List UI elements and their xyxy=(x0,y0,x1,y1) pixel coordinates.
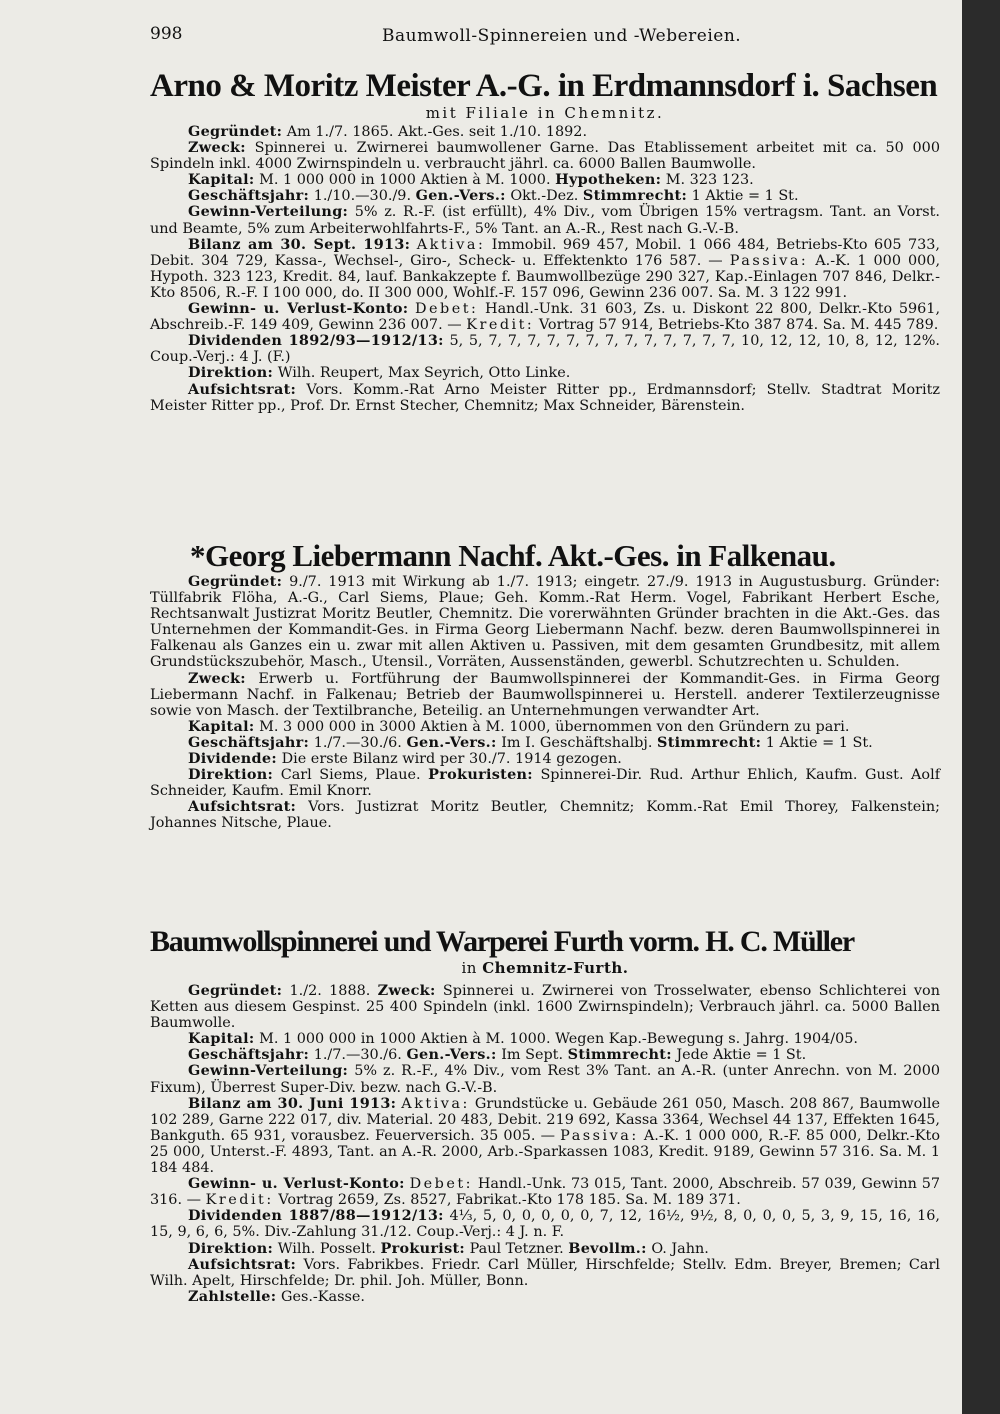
paying-agent-paragraph: Zahlstelle: Ges.-Kasse. xyxy=(188,1287,365,1305)
entry-meister xyxy=(150,124,940,414)
capital-paragraph: Kapital: M. 1 000 000 in 1000 Aktien à M. 1000. Wegen Kap.-Bewegung s. Jahrg. 1904/05. xyxy=(188,1030,858,1048)
supervisory-board-paragraph: Aufsichtsrat: Vors. Komm.-Rat Arno Meister Ritter pp., Erdmannsdorf; Stellv. Stadtrat Moritz Meister Ritter pp., Prof. Dr. Ernst Stecher, Chemnitz; Max Schneider, Bärenstein. xyxy=(150,380,940,414)
founded-paragraph: Gegründet: 1./2. 1888. Zweck: Spinnerei u. Zwirnerei von Trosselwater, ebenso Schlichterei von Ketten aus diesem Gespinst. 25 400 Spindeln (inkl. 1600 Zwirnspindeln); Verbrauch jährl. ca. 5000 Ballen Baumwolle. xyxy=(150,982,940,1032)
founded-paragraph: Gegründet: 9./7. 1913 mit Wirkung ab 1./7. 1913; eingetr. 27./9. 1913 in Augustusburg. Gründer: Tüllfabrik Flöha, A.-G., Carl Siems, Plaue; Geh. Komm.-Rat Herm. Vogel, Fabrikant Herbert Esche, Rechtsanwalt Justizrat Moritz Beutler, Chemnitz. Die vorerwähnten Gründer brachten in die Akt.-Ges. das Unternehmen der Kommandit-Ges. in Firma Georg Liebermann Nachf. bezw. deren Baumwollspinnerei in Falkenau als Ganzes ein u. zwar mit allen Aktiven u. Passiven, mit dem gesamten Grundbesitz, mit allem Grundstückszubehör, Masch., Utensil., Vorräten, Aussenständen, gewerbl. Schutzrechten u. Schulden. xyxy=(150,573,940,671)
profit-distribution-paragraph: Gewinn-Verteilung: 5% z. R.-F. (ist erfüllt), 4% Div., vom Übrigen 15% vertragsm. Tant. an Vorst. und Beamte, 5% zum Arbeiterwohlfahrts-F., 5% Tant. an A.-R., Rest nach G.-V.-B. xyxy=(150,203,940,237)
purpose-paragraph: Zweck: Erwerb u. Fortführung der Baumwollspinnerei der Kommandit-Ges. in Firma Georg Liebermann Nachf. in Falkenau; Betrieb der Baumwollspinnerei u. Herstell. anderer Textilerzeugnisse sowie von Masch. der Textilbranche, Beteilig. an Unternehmungen verwandter Art. xyxy=(150,669,941,719)
profit-distribution-paragraph: Gewinn-Verteilung: 5% z. R.-F., 4% Div., vom Rest 3% Tant. an A.-R. (unter Anrechn. von M. 2000 Fixum), Überrest Super-Div. bezw. nach G.-V.-B. xyxy=(150,1062,941,1096)
company-subtitle-furth: in Chemnitz-Furth. xyxy=(461,959,629,977)
board-paragraph: Direktion: Carl Siems, Plaue. Prokuristen: Spinnerei-Dir. Rud. Arthur Ehlich, Kaufm. Gust. Aolf Schneider, Kaufm. Emil Knorr. xyxy=(150,766,941,800)
fiscal-year-paragraph: Geschäftsjahr: 1./7.—30./6. Gen.-Vers.: Im I. Geschäftshalbj. Stimmrecht: 1 Aktie = 1 St. xyxy=(188,733,873,751)
fiscal-year-paragraph: Geschäftsjahr: 1./10.—30./9. Gen.-Vers.: Okt.-Dez. Stimmrecht: 1 Aktie = 1 St. xyxy=(188,187,799,205)
dividends-paragraph: Dividenden 1887/88—1912/13: 4⅓, 5, 0, 0, 0, 0, 0, 7, 12, 16½, 9½, 8, 0, 0, 0, 5, 3, 9, 15, 16, 16, 15, 9, 6, 6, 5%. Div.-Zahlung 31./12. Coup.-Verj.: 4 J. n. F. xyxy=(150,1207,940,1241)
dividend-paragraph: Dividende: Die erste Bilanz wird per 30./7. 1914 gezogen. xyxy=(188,750,622,768)
company-title-meister: Arno & Moritz Meister A.-G. in Erdmannsdorf i. Sachsen xyxy=(150,68,938,104)
profit-loss-paragraph: Gewinn- u. Verlust-Konto: Debet: Handl.-Unk. 31 603, Zs. u. Diskont 22 800, Delkr.-Kto 5961, Abschreib.-F. 149 409, Gewinn 236 007. — Kredit: Vortrag 57 914, Betriebs-Kto 387 874. Sa. M. 445 789. xyxy=(150,300,941,334)
capital-paragraph: Kapital: M. 3 000 000 in 3000 Aktien à M. 1000, übernommen von den Gründern zu pari. xyxy=(188,717,850,735)
running-head xyxy=(150,24,940,50)
founded-paragraph: Gegründet: Am 1./7. 1865. Akt.-Ges. seit 1./10. 1892. xyxy=(188,123,588,140)
page-number: 998 xyxy=(150,24,183,44)
fiscal-year-paragraph: Geschäftsjahr: 1./7.—30./6. Gen.-Vers.: Im Sept. Stimmrecht: Jede Aktie = 1 St. xyxy=(188,1046,807,1064)
company-title-liebermann: *Georg Liebermann Nachf. Akt.-Ges. in Falkenau. xyxy=(190,538,836,573)
profit-loss-paragraph: Gewinn- u. Verlust-Konto: Debet: Handl.-Unk. 73 015, Tant. 2000, Abschreib. 57 039, Gewinn 57 316. — Kredit: Vortrag 2659, Zs. 8527, Fabrikat.-Kto 178 185. Sa. M. 189 371. xyxy=(150,1175,941,1209)
supervisory-board-paragraph: Aufsichtsrat: Vors. Justizrat Moritz Beutler, Chemnitz; Komm.-Rat Emil Thorey, Falkenstein; Johannes Nitsche, Plaue. xyxy=(150,798,940,832)
entry-liebermann xyxy=(150,574,940,832)
board-paragraph: Direktion: Wilh. Reupert, Max Seyrich, Otto Linke. xyxy=(188,364,571,382)
capital-paragraph: Kapital: M. 1 000 000 in 1000 Aktien à M. 1000. Hypotheken: M. 323 123. xyxy=(188,171,754,189)
purpose-paragraph: Zweck: Spinnerei u. Zwirnerei baumwollener Garne. Das Etablissement arbeitet mit ca. 50 000 Spindeln inkl. 4000 Zwirnspindeln u. verbraucht jährl. ca. 6000 Ballen Baumwolle. xyxy=(150,139,940,173)
section-title: Baumwoll-Spinnereien und -Webereien. xyxy=(382,26,742,46)
board-paragraph: Direktion: Wilh. Posselt. Prokurist: Paul Tetzner. Bevollm.: O. Jahn. xyxy=(188,1239,709,1257)
company-title-furth: Baumwollspinnerei und Warperei Furth vorm. H. C. Müller xyxy=(150,925,855,958)
founded-label: Gegründet: xyxy=(188,123,283,140)
entry-furth xyxy=(150,983,940,1305)
balance-paragraph: Bilanz am 30. Sept. 1913: Aktiva: Immobil. 969 457, Mobil. 1 066 484, Betriebs-Kto 605 733, Debit. 304 729, Kassa-, Wechsel-, Giro-, Scheck- u. Effektenkto 176 587. — Passiva: A.-K. 1 000 000, Hypoth. 323 123, Kredit. 84, lauf. Bankakzepte f. Baumwollbezüge 290 327, Kap.-Einlagen 707 846, Delkr.-Kto 8506, R.-F. I 100 000, do. II 300 000, Wohlf.-F. 157 096, Gewinn 236 007. Sa. M. 3 122 991. xyxy=(150,235,941,301)
company-subtitle-meister: mit Filiale in Chemnitz. xyxy=(425,104,665,122)
balance-paragraph: Bilanz am 30. Juni 1913: Aktiva: Grundstücke u. Gebäude 261 050, Masch. 208 867, Baumwolle 102 289, Garne 222 017, div. Material. 20 483, Debit. 219 692, Kassa 3364, Wechsel 44 137, Effekten 1645, Bankguth. 65 931, vorausbez. Feuerversich. 35 005. — Passiva: A.-K. 1 000 000, R.-F. 85 000, Delkr.-Kto 25 000, Unterst.-F. 4893, Tant. an A.-R. 2000, Arb.-Sparkassen 1083, Kredit. 9189, Gewinn 57 316. Sa. M. 1 184 484. xyxy=(150,1094,940,1177)
dividends-paragraph: Dividenden 1892/93—1912/13: 5, 5, 7, 7, 7, 7, 7, 7, 7, 7, 7, 7, 7, 7, 7, 10, 12, 12, 10, 8, 12, 12%. Coup.-Verj.: 4 J. (F.) xyxy=(150,332,940,366)
supervisory-board-paragraph: Aufsichtsrat: Vors. Fabrikbes. Friedr. Carl Müller, Hirschfelde; Stellv. Edm. Breyer, Bremen; Carl Wilh. Apelt, Hirschfelde; Dr. phil. Joh. Müller, Bonn. xyxy=(150,1255,940,1289)
